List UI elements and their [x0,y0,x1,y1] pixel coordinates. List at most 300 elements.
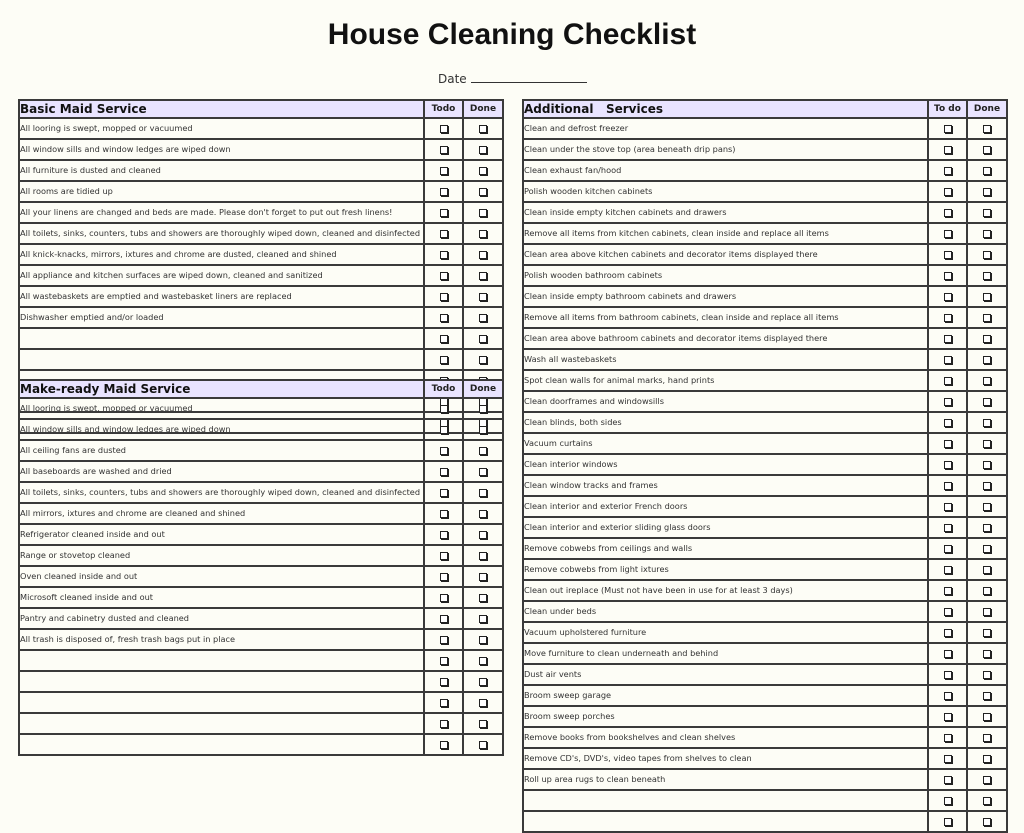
done-cell [967,328,1007,349]
todo-checkbox[interactable] [944,356,952,364]
todo-column-header: Todo [424,380,463,398]
task-label: Remove all items from bathroom cabinets, clean inside and replace all items [523,307,928,328]
todo-cell [424,139,463,160]
todo-cell [928,496,967,517]
task-label: All rooms are tidied up [19,181,424,202]
todo-checkbox[interactable] [944,566,952,574]
done-checkbox[interactable] [983,755,991,763]
todo-cell [424,650,463,671]
todo-cell [424,118,463,139]
done-column-header: Done [967,100,1007,118]
task-label: Clean out ireplace (Must not have been in use for at least 3 days) [523,580,928,601]
done-cell [463,181,503,202]
task-label [19,328,424,349]
todo-cell [928,328,967,349]
done-checkbox[interactable] [479,209,487,217]
todo-cell [424,461,463,482]
done-checkbox[interactable] [983,776,991,784]
done-checkbox[interactable] [983,650,991,658]
done-cell [967,223,1007,244]
done-checkbox[interactable] [983,818,991,826]
done-cell [967,601,1007,622]
todo-cell [424,734,463,755]
todo-checkbox[interactable] [944,755,952,763]
done-checkbox[interactable] [983,566,991,574]
todo-cell [928,370,967,391]
todo-cell [928,139,967,160]
todo-checkbox[interactable] [944,608,952,616]
todo-checkbox[interactable] [944,293,952,301]
todo-checkbox[interactable] [440,678,448,686]
todo-cell [424,671,463,692]
task-label: All ceiling fans are dusted [19,440,424,461]
todo-cell [424,265,463,286]
task-label: Remove cobwebs from ceilings and walls [523,538,928,559]
task-label: All mirrors, ixtures and chrome are cleaned and shined [19,503,424,524]
done-cell [967,265,1007,286]
done-cell [463,223,503,244]
done-checkbox[interactable] [983,251,991,259]
done-checkbox[interactable] [983,461,991,469]
checklist-row [19,202,503,223]
todo-checkbox[interactable] [944,818,952,826]
todo-checkbox[interactable] [944,482,952,490]
todo-checkbox[interactable] [440,188,448,196]
done-checkbox[interactable] [479,272,487,280]
todo-cell [928,349,967,370]
done-cell [463,307,503,328]
done-checkbox[interactable] [983,293,991,301]
todo-checkbox[interactable] [944,671,952,679]
todo-checkbox[interactable] [440,405,448,413]
todo-checkbox[interactable] [440,125,448,133]
done-checkbox[interactable] [983,356,991,364]
checklist-row [523,370,1007,391]
done-checkbox[interactable] [479,489,487,497]
additional-section-heading: Additional Services [523,100,928,118]
done-cell [967,622,1007,643]
checklist-row [523,391,1007,412]
done-checkbox[interactable] [479,230,487,238]
done-cell [463,286,503,307]
done-checkbox[interactable] [983,524,991,532]
todo-cell [928,454,967,475]
done-checkbox[interactable] [479,468,487,476]
todo-cell [424,482,463,503]
task-label [19,713,424,734]
done-checkbox[interactable] [983,503,991,511]
checklist-row [523,496,1007,517]
done-cell [463,671,503,692]
done-cell [967,412,1007,433]
checklist-row [523,706,1007,727]
checklist-row [523,475,1007,496]
todo-checkbox[interactable] [944,230,952,238]
done-checkbox[interactable] [983,692,991,700]
done-checkbox[interactable] [479,720,487,728]
todo-checkbox[interactable] [440,167,448,175]
todo-cell [928,517,967,538]
todo-checkbox[interactable] [440,552,448,560]
done-checkbox[interactable] [983,314,991,322]
todo-checkbox[interactable] [440,720,448,728]
task-label [19,734,424,755]
todo-checkbox[interactable] [440,251,448,259]
done-checkbox[interactable] [983,713,991,721]
todo-cell [928,223,967,244]
todo-checkbox[interactable] [440,531,448,539]
done-checkbox[interactable] [479,356,487,364]
done-cell [463,629,503,650]
todo-cell [928,622,967,643]
done-cell [967,391,1007,412]
checklist-row [19,398,503,419]
date-label: Date [438,72,467,86]
make-ready-maid-service-table [18,379,504,756]
checklist-row [19,734,503,755]
todo-cell [424,587,463,608]
done-checkbox[interactable] [479,741,487,749]
done-checkbox[interactable] [983,587,991,595]
done-checkbox[interactable] [983,272,991,280]
todo-checkbox[interactable] [440,636,448,644]
done-checkbox[interactable] [479,615,487,623]
done-cell [967,664,1007,685]
checklist-row [523,433,1007,454]
todo-cell [928,265,967,286]
todo-cell [424,608,463,629]
task-label: Refrigerator cleaned inside and out [19,524,424,545]
done-cell [967,538,1007,559]
task-label: Remove all items from kitchen cabinets, clean inside and replace all items [523,223,928,244]
checklist-row [19,524,503,545]
done-checkbox[interactable] [983,482,991,490]
done-cell [967,244,1007,265]
todo-cell [424,223,463,244]
done-checkbox[interactable] [983,335,991,343]
todo-checkbox[interactable] [440,230,448,238]
checklist-row [523,412,1007,433]
todo-cell [424,286,463,307]
checklist-row [19,545,503,566]
done-cell [967,286,1007,307]
task-label: Vacuum upholstered furniture [523,622,928,643]
task-label: Clean exhaust fan/hood [523,160,928,181]
todo-checkbox[interactable] [440,489,448,497]
done-cell [463,118,503,139]
todo-checkbox[interactable] [944,188,952,196]
checklist-row [19,419,503,440]
done-checkbox[interactable] [983,608,991,616]
done-column-header: Done [463,100,503,118]
checklist-row [19,587,503,608]
checklist-row [19,181,503,202]
done-checkbox[interactable] [983,230,991,238]
done-checkbox[interactable] [479,188,487,196]
checklist-row [19,139,503,160]
todo-checkbox[interactable] [440,314,448,322]
checklist-row [19,503,503,524]
checklist-row [523,769,1007,790]
task-label: Clean under beds [523,601,928,622]
done-checkbox[interactable] [479,636,487,644]
todo-checkbox[interactable] [440,510,448,518]
todo-cell [424,181,463,202]
todo-checkbox[interactable] [944,524,952,532]
done-cell [967,727,1007,748]
done-cell [463,503,503,524]
done-checkbox[interactable] [983,440,991,448]
checklist-row [523,517,1007,538]
checklist-row [19,307,503,328]
todo-checkbox[interactable] [944,377,952,385]
done-checkbox[interactable] [479,405,487,413]
done-checkbox[interactable] [479,146,487,154]
task-label: Remove cobwebs from light ixtures [523,559,928,580]
todo-checkbox[interactable] [944,734,952,742]
todo-cell [424,419,463,440]
task-label: All window sills and window ledges are wiped down [19,419,424,440]
todo-checkbox[interactable] [944,545,952,553]
checklist-row [19,223,503,244]
done-checkbox[interactable] [479,594,487,602]
date-field[interactable] [438,72,587,86]
done-checkbox[interactable] [479,531,487,539]
todo-checkbox[interactable] [944,797,952,805]
done-cell [967,433,1007,454]
task-label [523,790,928,811]
task-label: Dust air vents [523,664,928,685]
done-cell [463,328,503,349]
done-checkbox[interactable] [479,251,487,259]
todo-cell [424,692,463,713]
task-label: Clean inside empty bathroom cabinets and drawers [523,286,928,307]
task-label: Spot clean walls for animal marks, hand prints [523,370,928,391]
done-cell [967,454,1007,475]
todo-checkbox[interactable] [944,272,952,280]
done-cell [463,349,503,370]
done-cell [967,139,1007,160]
task-label: All appliance and kitchen surfaces are wiped down, cleaned and sanitized [19,265,424,286]
checklist-row [523,181,1007,202]
todo-cell [928,790,967,811]
todo-checkbox[interactable] [440,699,448,707]
todo-checkbox[interactable] [440,615,448,623]
checklist-row [19,160,503,181]
done-checkbox[interactable] [983,188,991,196]
todo-checkbox[interactable] [944,419,952,427]
todo-cell [928,727,967,748]
done-checkbox[interactable] [983,734,991,742]
done-checkbox[interactable] [983,146,991,154]
todo-checkbox[interactable] [944,314,952,322]
checklist-row [523,307,1007,328]
todo-cell [424,398,463,419]
done-checkbox[interactable] [983,167,991,175]
todo-cell [928,685,967,706]
todo-checkbox[interactable] [440,356,448,364]
done-cell [967,307,1007,328]
done-checkbox[interactable] [983,398,991,406]
todo-checkbox[interactable] [440,447,448,455]
todo-checkbox[interactable] [944,335,952,343]
done-checkbox[interactable] [983,671,991,679]
checklist-row [523,811,1007,832]
done-checkbox[interactable] [983,797,991,805]
todo-checkbox[interactable] [944,251,952,259]
done-checkbox[interactable] [983,629,991,637]
checklist-row [523,139,1007,160]
done-cell [967,349,1007,370]
done-checkbox[interactable] [479,573,487,581]
task-label: Clean area above bathroom cabinets and decorator items displayed there [523,328,928,349]
todo-checkbox[interactable] [944,503,952,511]
todo-checkbox[interactable] [440,426,448,434]
todo-cell [928,769,967,790]
task-label: Remove books from bookshelves and clean shelves [523,727,928,748]
task-label: Pantry and cabinetry dusted and cleaned [19,608,424,629]
todo-checkbox[interactable] [944,461,952,469]
todo-cell [424,244,463,265]
done-checkbox[interactable] [479,678,487,686]
done-cell [463,419,503,440]
task-label: Wash all wastebaskets [523,349,928,370]
todo-checkbox[interactable] [440,293,448,301]
done-checkbox[interactable] [479,335,487,343]
done-cell [967,517,1007,538]
checklist-row [19,566,503,587]
done-cell [463,692,503,713]
done-checkbox[interactable] [479,552,487,560]
checklist-row [523,223,1007,244]
done-cell [463,608,503,629]
done-checkbox[interactable] [479,125,487,133]
done-checkbox[interactable] [479,293,487,301]
checklist-row [19,629,503,650]
todo-checkbox[interactable] [944,713,952,721]
task-label: All toilets, sinks, counters, tubs and showers are thoroughly wiped down, cleaned and disinfected [19,223,424,244]
task-label: Clean inside empty kitchen cabinets and drawers [523,202,928,223]
todo-checkbox[interactable] [944,776,952,784]
todo-checkbox[interactable] [440,741,448,749]
todo-cell [928,118,967,139]
todo-checkbox[interactable] [440,146,448,154]
done-checkbox[interactable] [983,545,991,553]
done-checkbox[interactable] [479,167,487,175]
date-line[interactable] [471,72,587,83]
done-checkbox[interactable] [983,377,991,385]
task-label: Clean interior windows [523,454,928,475]
done-cell [463,566,503,587]
checklist-row [523,160,1007,181]
done-checkbox[interactable] [983,125,991,133]
checklist-row [523,580,1007,601]
todo-cell [424,503,463,524]
todo-checkbox[interactable] [440,209,448,217]
todo-cell [424,713,463,734]
task-label: Microsoft cleaned inside and out [19,587,424,608]
todo-checkbox[interactable] [944,587,952,595]
todo-cell [928,601,967,622]
checklist-row [523,244,1007,265]
todo-checkbox[interactable] [440,335,448,343]
done-checkbox[interactable] [983,209,991,217]
done-cell [967,769,1007,790]
checklist-row [19,461,503,482]
todo-cell [928,559,967,580]
todo-checkbox[interactable] [944,398,952,406]
todo-checkbox[interactable] [944,209,952,217]
todo-checkbox[interactable] [944,146,952,154]
checklist-row [523,622,1007,643]
todo-cell [928,580,967,601]
done-checkbox[interactable] [479,510,487,518]
checklist-row [19,118,503,139]
task-label: Clean area above kitchen cabinets and decorator items displayed there [523,244,928,265]
done-cell [463,139,503,160]
todo-checkbox[interactable] [440,468,448,476]
done-checkbox[interactable] [479,657,487,665]
done-cell [967,370,1007,391]
done-checkbox[interactable] [479,447,487,455]
task-label: Clean interior and exterior sliding glass doors [523,517,928,538]
done-checkbox[interactable] [479,699,487,707]
done-cell [967,202,1007,223]
todo-checkbox[interactable] [944,440,952,448]
todo-cell [928,538,967,559]
done-cell [463,713,503,734]
done-cell [967,475,1007,496]
checklist-row [19,265,503,286]
todo-cell [424,629,463,650]
todo-checkbox[interactable] [440,573,448,581]
done-checkbox[interactable] [479,314,487,322]
todo-checkbox[interactable] [944,125,952,133]
todo-cell [928,475,967,496]
task-label: Clean under the stove top (area beneath drip pans) [523,139,928,160]
checklist-row [523,118,1007,139]
done-checkbox[interactable] [983,419,991,427]
todo-checkbox[interactable] [440,594,448,602]
todo-checkbox[interactable] [944,650,952,658]
todo-checkbox[interactable] [440,657,448,665]
checklist-row [523,454,1007,475]
todo-checkbox[interactable] [944,692,952,700]
checklist-row [523,286,1007,307]
task-label: Move furniture to clean underneath and behind [523,643,928,664]
done-cell [463,524,503,545]
done-cell [463,265,503,286]
checklist-row [19,713,503,734]
task-label: Clean interior and exterior French doors [523,496,928,517]
checklist-row [523,538,1007,559]
task-label: Dishwasher emptied and/or loaded [19,307,424,328]
todo-checkbox[interactable] [944,629,952,637]
todo-checkbox[interactable] [944,167,952,175]
checklist-row [523,265,1007,286]
checklist-row [523,664,1007,685]
done-cell [967,160,1007,181]
task-label [19,692,424,713]
done-cell [967,643,1007,664]
todo-cell [928,244,967,265]
done-checkbox[interactable] [479,426,487,434]
checklist-row [19,650,503,671]
checklist-row [523,202,1007,223]
todo-checkbox[interactable] [440,272,448,280]
task-label: All trash is disposed of, fresh trash bags put in place [19,629,424,650]
task-label: Polish wooden bathroom cabinets [523,265,928,286]
